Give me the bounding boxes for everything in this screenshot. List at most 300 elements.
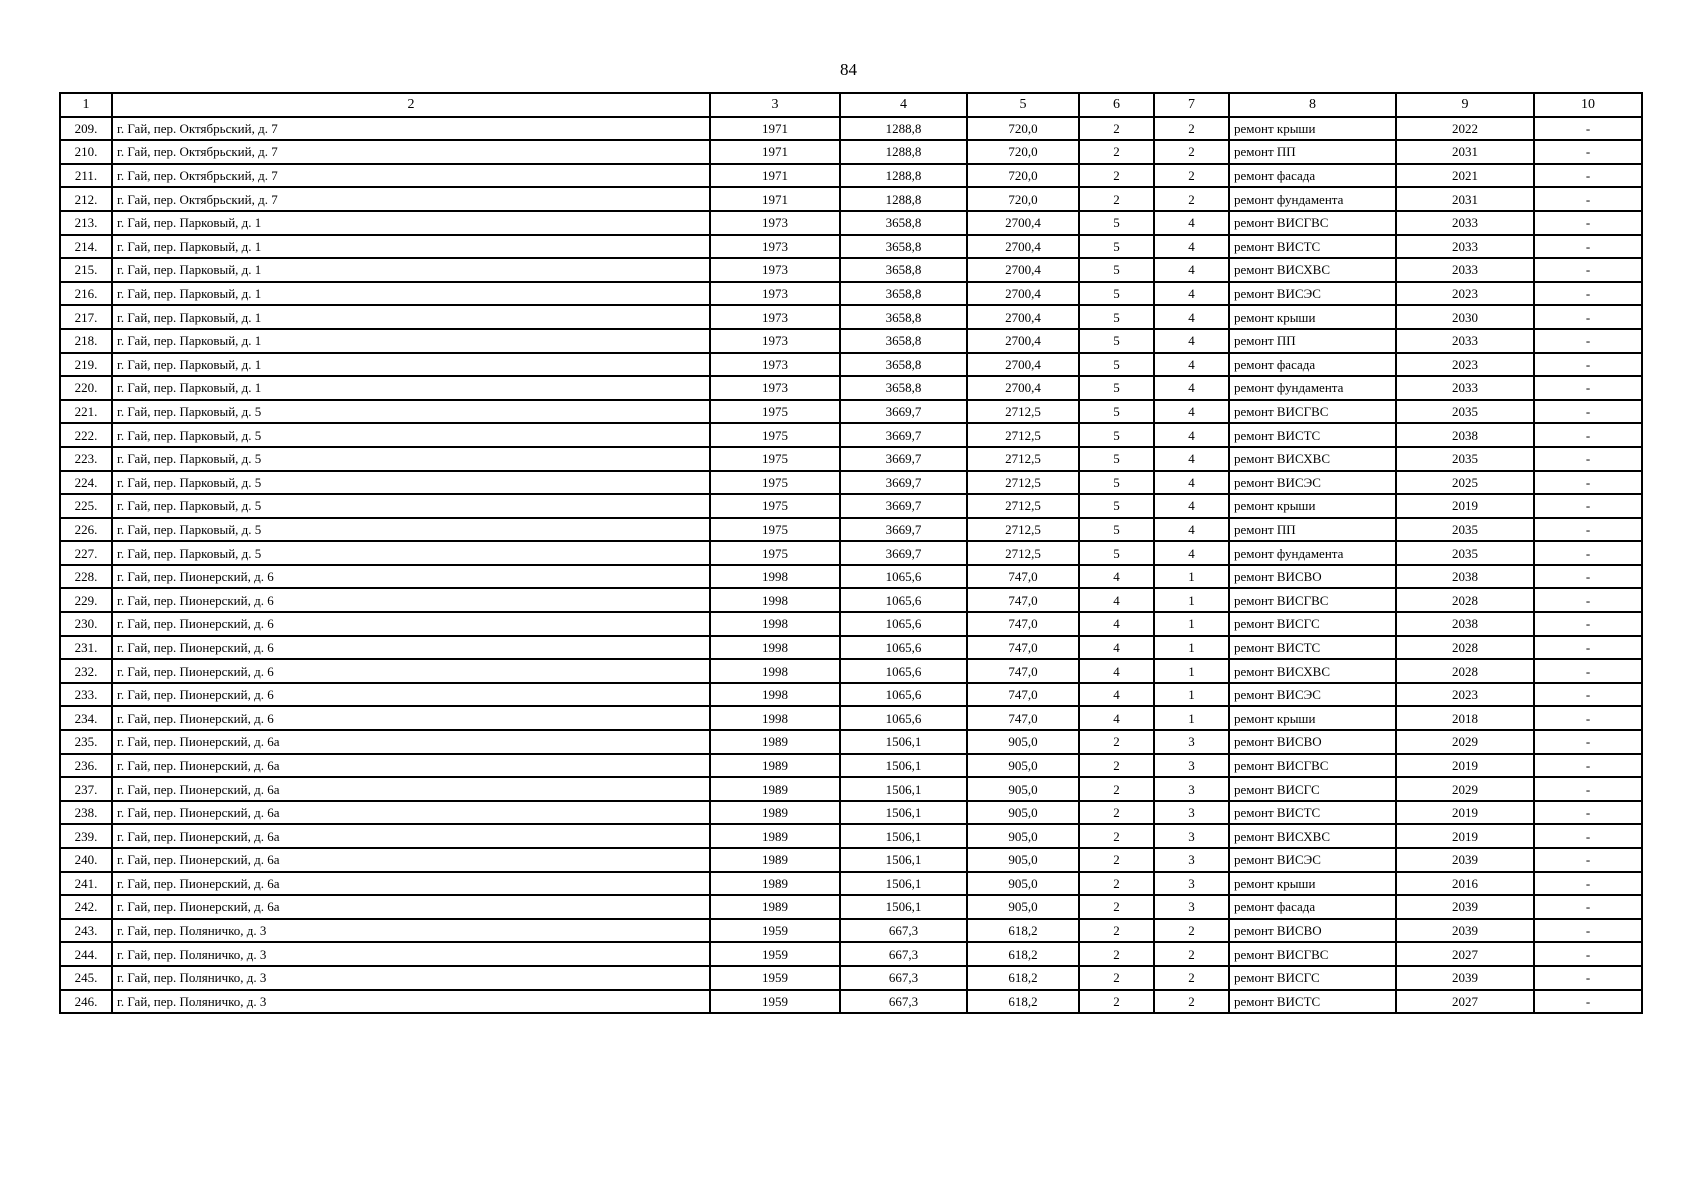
address-cell: г. Гай, пер. Пионерский, д. 6а bbox=[112, 895, 710, 919]
row-number-cell: 214. bbox=[60, 235, 112, 259]
entrances-cell: 4 bbox=[1154, 400, 1229, 424]
entrances-cell: 2 bbox=[1154, 990, 1229, 1014]
living-area-cell: 720,0 bbox=[967, 187, 1079, 211]
work-type-cell: ремонт ВИСГС bbox=[1229, 612, 1396, 636]
table-row bbox=[60, 423, 1642, 447]
table-row bbox=[60, 164, 1642, 188]
table-row bbox=[60, 258, 1642, 282]
work-type-cell: ремонт ВИСГС bbox=[1229, 966, 1396, 990]
year-cell: 1998 bbox=[710, 636, 840, 660]
entrances-cell: 1 bbox=[1154, 636, 1229, 660]
entrances-cell: 4 bbox=[1154, 258, 1229, 282]
year-cell: 1989 bbox=[710, 872, 840, 896]
year-cell: 1975 bbox=[710, 541, 840, 565]
note-cell: - bbox=[1534, 895, 1642, 919]
column-header: 10 bbox=[1534, 93, 1642, 117]
note-cell: - bbox=[1534, 305, 1642, 329]
work-type-cell: ремонт ВИСГС bbox=[1229, 777, 1396, 801]
living-area-cell: 905,0 bbox=[967, 872, 1079, 896]
note-cell: - bbox=[1534, 801, 1642, 825]
living-area-cell: 2700,4 bbox=[967, 258, 1079, 282]
year-cell: 1998 bbox=[710, 683, 840, 707]
table-row bbox=[60, 942, 1642, 966]
work-type-cell: ремонт крыши bbox=[1229, 305, 1396, 329]
table-row bbox=[60, 966, 1642, 990]
work-type-cell: ремонт ВИСТС bbox=[1229, 801, 1396, 825]
floors-cell: 4 bbox=[1079, 588, 1154, 612]
floors-cell: 5 bbox=[1079, 282, 1154, 306]
address-cell: г. Гай, пер. Октябрьский, д. 7 bbox=[112, 164, 710, 188]
work-type-cell: ремонт крыши bbox=[1229, 872, 1396, 896]
table-row bbox=[60, 329, 1642, 353]
address-cell: г. Гай, пер. Октябрьский, д. 7 bbox=[112, 187, 710, 211]
work-type-cell: ремонт ВИСГВС bbox=[1229, 754, 1396, 778]
row-number-cell: 229. bbox=[60, 588, 112, 612]
floors-cell: 5 bbox=[1079, 353, 1154, 377]
address-cell: г. Гай, пер. Пионерский, д. 6 bbox=[112, 659, 710, 683]
floors-cell: 5 bbox=[1079, 471, 1154, 495]
planned-year-cell: 2033 bbox=[1396, 211, 1534, 235]
entrances-cell: 1 bbox=[1154, 706, 1229, 730]
note-cell: - bbox=[1534, 400, 1642, 424]
table-row bbox=[60, 518, 1642, 542]
year-cell: 1998 bbox=[710, 588, 840, 612]
floors-cell: 2 bbox=[1079, 801, 1154, 825]
year-cell: 1971 bbox=[710, 187, 840, 211]
entrances-cell: 4 bbox=[1154, 518, 1229, 542]
living-area-cell: 747,0 bbox=[967, 659, 1079, 683]
entrances-cell: 4 bbox=[1154, 423, 1229, 447]
address-cell: г. Гай, пер. Поляничко, д. 3 bbox=[112, 942, 710, 966]
table-row bbox=[60, 895, 1642, 919]
column-header: 8 bbox=[1229, 93, 1396, 117]
year-cell: 1959 bbox=[710, 990, 840, 1014]
entrances-cell: 3 bbox=[1154, 824, 1229, 848]
total-area-cell: 3658,8 bbox=[840, 305, 967, 329]
total-area-cell: 1065,6 bbox=[840, 612, 967, 636]
address-cell: г. Гай, пер. Поляничко, д. 3 bbox=[112, 990, 710, 1014]
planned-year-cell: 2019 bbox=[1396, 754, 1534, 778]
note-cell: - bbox=[1534, 140, 1642, 164]
total-area-cell: 667,3 bbox=[840, 942, 967, 966]
work-type-cell: ремонт ВИСТС bbox=[1229, 636, 1396, 660]
floors-cell: 2 bbox=[1079, 872, 1154, 896]
floors-cell: 5 bbox=[1079, 235, 1154, 259]
row-number-cell: 223. bbox=[60, 447, 112, 471]
entrances-cell: 3 bbox=[1154, 872, 1229, 896]
total-area-cell: 1506,1 bbox=[840, 872, 967, 896]
address-cell: г. Гай, пер. Пионерский, д. 6 bbox=[112, 683, 710, 707]
living-area-cell: 720,0 bbox=[967, 140, 1079, 164]
register-table bbox=[59, 92, 1643, 1014]
living-area-cell: 2712,5 bbox=[967, 423, 1079, 447]
living-area-cell: 2700,4 bbox=[967, 353, 1079, 377]
row-number-cell: 216. bbox=[60, 282, 112, 306]
column-header: 6 bbox=[1079, 93, 1154, 117]
living-area-cell: 618,2 bbox=[967, 990, 1079, 1014]
planned-year-cell: 2038 bbox=[1396, 423, 1534, 447]
note-cell: - bbox=[1534, 636, 1642, 660]
table-row bbox=[60, 636, 1642, 660]
work-type-cell: ремонт фасада bbox=[1229, 895, 1396, 919]
year-cell: 1989 bbox=[710, 824, 840, 848]
work-type-cell: ремонт фасада bbox=[1229, 164, 1396, 188]
note-cell: - bbox=[1534, 353, 1642, 377]
floors-cell: 5 bbox=[1079, 329, 1154, 353]
planned-year-cell: 2035 bbox=[1396, 447, 1534, 471]
living-area-cell: 905,0 bbox=[967, 754, 1079, 778]
row-number-cell: 211. bbox=[60, 164, 112, 188]
year-cell: 1973 bbox=[710, 235, 840, 259]
entrances-cell: 4 bbox=[1154, 541, 1229, 565]
column-header: 2 bbox=[112, 93, 710, 117]
living-area-cell: 2700,4 bbox=[967, 305, 1079, 329]
year-cell: 1973 bbox=[710, 282, 840, 306]
floors-cell: 2 bbox=[1079, 848, 1154, 872]
planned-year-cell: 2028 bbox=[1396, 588, 1534, 612]
living-area-cell: 618,2 bbox=[967, 942, 1079, 966]
total-area-cell: 3658,8 bbox=[840, 353, 967, 377]
planned-year-cell: 2039 bbox=[1396, 919, 1534, 943]
entrances-cell: 1 bbox=[1154, 659, 1229, 683]
living-area-cell: 905,0 bbox=[967, 824, 1079, 848]
column-header: 4 bbox=[840, 93, 967, 117]
total-area-cell: 3658,8 bbox=[840, 329, 967, 353]
floors-cell: 2 bbox=[1079, 140, 1154, 164]
planned-year-cell: 2033 bbox=[1396, 235, 1534, 259]
floors-cell: 5 bbox=[1079, 305, 1154, 329]
planned-year-cell: 2019 bbox=[1396, 824, 1534, 848]
total-area-cell: 1506,1 bbox=[840, 754, 967, 778]
living-area-cell: 720,0 bbox=[967, 164, 1079, 188]
year-cell: 1975 bbox=[710, 471, 840, 495]
entrances-cell: 1 bbox=[1154, 612, 1229, 636]
row-number-cell: 209. bbox=[60, 117, 112, 141]
table-row bbox=[60, 140, 1642, 164]
work-type-cell: ремонт ВИСЭС bbox=[1229, 683, 1396, 707]
note-cell: - bbox=[1534, 659, 1642, 683]
planned-year-cell: 2023 bbox=[1396, 353, 1534, 377]
address-cell: г. Гай, пер. Поляничко, д. 3 bbox=[112, 966, 710, 990]
table-row bbox=[60, 588, 1642, 612]
entrances-cell: 4 bbox=[1154, 282, 1229, 306]
total-area-cell: 1065,6 bbox=[840, 565, 967, 589]
note-cell: - bbox=[1534, 235, 1642, 259]
total-area-cell: 3658,8 bbox=[840, 211, 967, 235]
address-cell: г. Гай, пер. Парковый, д. 1 bbox=[112, 305, 710, 329]
row-number-cell: 219. bbox=[60, 353, 112, 377]
floors-cell: 2 bbox=[1079, 117, 1154, 141]
floors-cell: 4 bbox=[1079, 612, 1154, 636]
entrances-cell: 4 bbox=[1154, 494, 1229, 518]
floors-cell: 5 bbox=[1079, 211, 1154, 235]
row-number-cell: 238. bbox=[60, 801, 112, 825]
total-area-cell: 3669,7 bbox=[840, 471, 967, 495]
address-cell: г. Гай, пер. Пионерский, д. 6а bbox=[112, 730, 710, 754]
table-row bbox=[60, 730, 1642, 754]
year-cell: 1998 bbox=[710, 612, 840, 636]
total-area-cell: 1506,1 bbox=[840, 848, 967, 872]
table-row bbox=[60, 612, 1642, 636]
row-number-cell: 231. bbox=[60, 636, 112, 660]
year-cell: 1989 bbox=[710, 777, 840, 801]
planned-year-cell: 2035 bbox=[1396, 518, 1534, 542]
work-type-cell: ремонт фундамента bbox=[1229, 541, 1396, 565]
table-row bbox=[60, 235, 1642, 259]
floors-cell: 2 bbox=[1079, 164, 1154, 188]
floors-cell: 2 bbox=[1079, 895, 1154, 919]
work-type-cell: ремонт фундамента bbox=[1229, 187, 1396, 211]
planned-year-cell: 2039 bbox=[1396, 848, 1534, 872]
total-area-cell: 1506,1 bbox=[840, 824, 967, 848]
table-row bbox=[60, 494, 1642, 518]
table-row bbox=[60, 990, 1642, 1014]
living-area-cell: 2712,5 bbox=[967, 447, 1079, 471]
entrances-cell: 2 bbox=[1154, 140, 1229, 164]
planned-year-cell: 2029 bbox=[1396, 730, 1534, 754]
work-type-cell: ремонт ПП bbox=[1229, 518, 1396, 542]
entrances-cell: 1 bbox=[1154, 683, 1229, 707]
address-cell: г. Гай, пер. Парковый, д. 1 bbox=[112, 329, 710, 353]
entrances-cell: 2 bbox=[1154, 117, 1229, 141]
entrances-cell: 3 bbox=[1154, 754, 1229, 778]
floors-cell: 5 bbox=[1079, 541, 1154, 565]
floors-cell: 5 bbox=[1079, 423, 1154, 447]
table-row bbox=[60, 565, 1642, 589]
table-row bbox=[60, 706, 1642, 730]
header-row bbox=[60, 93, 1642, 117]
table-row bbox=[60, 824, 1642, 848]
year-cell: 1959 bbox=[710, 942, 840, 966]
year-cell: 1975 bbox=[710, 447, 840, 471]
total-area-cell: 1288,8 bbox=[840, 140, 967, 164]
note-cell: - bbox=[1534, 117, 1642, 141]
floors-cell: 5 bbox=[1079, 494, 1154, 518]
page-number: 84 bbox=[840, 60, 857, 79]
note-cell: - bbox=[1534, 258, 1642, 282]
total-area-cell: 1506,1 bbox=[840, 730, 967, 754]
row-number-cell: 234. bbox=[60, 706, 112, 730]
planned-year-cell: 2018 bbox=[1396, 706, 1534, 730]
work-type-cell: ремонт ВИСГВС bbox=[1229, 588, 1396, 612]
row-number-cell: 246. bbox=[60, 990, 112, 1014]
table-row bbox=[60, 471, 1642, 495]
year-cell: 1989 bbox=[710, 754, 840, 778]
floors-cell: 5 bbox=[1079, 400, 1154, 424]
entrances-cell: 4 bbox=[1154, 447, 1229, 471]
total-area-cell: 1506,1 bbox=[840, 777, 967, 801]
work-type-cell: ремонт ВИСЭС bbox=[1229, 471, 1396, 495]
planned-year-cell: 2027 bbox=[1396, 990, 1534, 1014]
table-row bbox=[60, 447, 1642, 471]
year-cell: 1973 bbox=[710, 376, 840, 400]
row-number-cell: 221. bbox=[60, 400, 112, 424]
planned-year-cell: 2029 bbox=[1396, 777, 1534, 801]
living-area-cell: 2700,4 bbox=[967, 235, 1079, 259]
work-type-cell: ремонт ВИСГВС bbox=[1229, 400, 1396, 424]
total-area-cell: 1065,6 bbox=[840, 636, 967, 660]
address-cell: г. Гай, пер. Пионерский, д. 6а bbox=[112, 872, 710, 896]
planned-year-cell: 2022 bbox=[1396, 117, 1534, 141]
row-number-cell: 217. bbox=[60, 305, 112, 329]
planned-year-cell: 2028 bbox=[1396, 636, 1534, 660]
living-area-cell: 747,0 bbox=[967, 565, 1079, 589]
total-area-cell: 3658,8 bbox=[840, 282, 967, 306]
work-type-cell: ремонт ВИСВО bbox=[1229, 730, 1396, 754]
address-cell: г. Гай, пер. Парковый, д. 5 bbox=[112, 400, 710, 424]
floors-cell: 4 bbox=[1079, 706, 1154, 730]
note-cell: - bbox=[1534, 211, 1642, 235]
planned-year-cell: 2035 bbox=[1396, 541, 1534, 565]
note-cell: - bbox=[1534, 706, 1642, 730]
address-cell: г. Гай, пер. Пионерский, д. 6 bbox=[112, 706, 710, 730]
living-area-cell: 905,0 bbox=[967, 848, 1079, 872]
total-area-cell: 3669,7 bbox=[840, 423, 967, 447]
work-type-cell: ремонт ВИСВО bbox=[1229, 919, 1396, 943]
planned-year-cell: 2028 bbox=[1396, 659, 1534, 683]
row-number-cell: 232. bbox=[60, 659, 112, 683]
entrances-cell: 2 bbox=[1154, 187, 1229, 211]
address-cell: г. Гай, пер. Парковый, д. 1 bbox=[112, 376, 710, 400]
floors-cell: 5 bbox=[1079, 447, 1154, 471]
column-header: 7 bbox=[1154, 93, 1229, 117]
address-cell: г. Гай, пер. Парковый, д. 1 bbox=[112, 282, 710, 306]
address-cell: г. Гай, пер. Пионерский, д. 6 bbox=[112, 612, 710, 636]
note-cell: - bbox=[1534, 187, 1642, 211]
note-cell: - bbox=[1534, 942, 1642, 966]
entrances-cell: 4 bbox=[1154, 305, 1229, 329]
note-cell: - bbox=[1534, 494, 1642, 518]
note-cell: - bbox=[1534, 754, 1642, 778]
floors-cell: 2 bbox=[1079, 187, 1154, 211]
planned-year-cell: 2035 bbox=[1396, 400, 1534, 424]
column-header: 3 bbox=[710, 93, 840, 117]
floors-cell: 2 bbox=[1079, 990, 1154, 1014]
entrances-cell: 4 bbox=[1154, 353, 1229, 377]
note-cell: - bbox=[1534, 329, 1642, 353]
address-cell: г. Гай, пер. Пионерский, д. 6 bbox=[112, 588, 710, 612]
note-cell: - bbox=[1534, 471, 1642, 495]
total-area-cell: 667,3 bbox=[840, 966, 967, 990]
note-cell: - bbox=[1534, 730, 1642, 754]
work-type-cell: ремонт крыши bbox=[1229, 706, 1396, 730]
work-type-cell: ремонт ВИСГВС bbox=[1229, 942, 1396, 966]
entrances-cell: 1 bbox=[1154, 588, 1229, 612]
work-type-cell: ремонт ВИСХВС bbox=[1229, 824, 1396, 848]
address-cell: г. Гай, пер. Поляничко, д. 3 bbox=[112, 919, 710, 943]
row-number-cell: 237. bbox=[60, 777, 112, 801]
living-area-cell: 747,0 bbox=[967, 636, 1079, 660]
table-row bbox=[60, 353, 1642, 377]
row-number-cell: 240. bbox=[60, 848, 112, 872]
row-number-cell: 218. bbox=[60, 329, 112, 353]
work-type-cell: ремонт ВИСЭС bbox=[1229, 848, 1396, 872]
address-cell: г. Гай, пер. Парковый, д. 1 bbox=[112, 353, 710, 377]
address-cell: г. Гай, пер. Парковый, д. 5 bbox=[112, 518, 710, 542]
note-cell: - bbox=[1534, 872, 1642, 896]
total-area-cell: 1065,6 bbox=[840, 683, 967, 707]
note-cell: - bbox=[1534, 164, 1642, 188]
address-cell: г. Гай, пер. Пионерский, д. 6 bbox=[112, 636, 710, 660]
total-area-cell: 3669,7 bbox=[840, 400, 967, 424]
note-cell: - bbox=[1534, 588, 1642, 612]
work-type-cell: ремонт ВИСТС bbox=[1229, 423, 1396, 447]
living-area-cell: 2712,5 bbox=[967, 541, 1079, 565]
note-cell: - bbox=[1534, 919, 1642, 943]
living-area-cell: 2712,5 bbox=[967, 471, 1079, 495]
living-area-cell: 720,0 bbox=[967, 117, 1079, 141]
work-type-cell: ремонт ВИСЭС bbox=[1229, 282, 1396, 306]
note-cell: - bbox=[1534, 966, 1642, 990]
living-area-cell: 2712,5 bbox=[967, 518, 1079, 542]
table-row bbox=[60, 376, 1642, 400]
address-cell: г. Гай, пер. Парковый, д. 5 bbox=[112, 541, 710, 565]
row-number-cell: 233. bbox=[60, 683, 112, 707]
year-cell: 1989 bbox=[710, 848, 840, 872]
table-row bbox=[60, 117, 1642, 141]
planned-year-cell: 2019 bbox=[1396, 801, 1534, 825]
floors-cell: 5 bbox=[1079, 258, 1154, 282]
floors-cell: 2 bbox=[1079, 966, 1154, 990]
row-number-cell: 227. bbox=[60, 541, 112, 565]
row-number-cell: 236. bbox=[60, 754, 112, 778]
entrances-cell: 3 bbox=[1154, 730, 1229, 754]
address-cell: г. Гай, пер. Пионерский, д. 6а bbox=[112, 848, 710, 872]
year-cell: 1973 bbox=[710, 329, 840, 353]
planned-year-cell: 2023 bbox=[1396, 683, 1534, 707]
planned-year-cell: 2031 bbox=[1396, 140, 1534, 164]
floors-cell: 2 bbox=[1079, 942, 1154, 966]
row-number-cell: 212. bbox=[60, 187, 112, 211]
address-cell: г. Гай, пер. Парковый, д. 5 bbox=[112, 471, 710, 495]
year-cell: 1989 bbox=[710, 730, 840, 754]
year-cell: 1975 bbox=[710, 518, 840, 542]
total-area-cell: 1288,8 bbox=[840, 164, 967, 188]
total-area-cell: 667,3 bbox=[840, 919, 967, 943]
year-cell: 1975 bbox=[710, 494, 840, 518]
floors-cell: 2 bbox=[1079, 777, 1154, 801]
total-area-cell: 3658,8 bbox=[840, 258, 967, 282]
work-type-cell: ремонт ВИСТС bbox=[1229, 235, 1396, 259]
row-number-cell: 215. bbox=[60, 258, 112, 282]
planned-year-cell: 2030 bbox=[1396, 305, 1534, 329]
note-cell: - bbox=[1534, 518, 1642, 542]
year-cell: 1973 bbox=[710, 258, 840, 282]
year-cell: 1998 bbox=[710, 659, 840, 683]
work-type-cell: ремонт ВИСВО bbox=[1229, 565, 1396, 589]
living-area-cell: 905,0 bbox=[967, 895, 1079, 919]
floors-cell: 5 bbox=[1079, 518, 1154, 542]
planned-year-cell: 2016 bbox=[1396, 872, 1534, 896]
living-area-cell: 747,0 bbox=[967, 683, 1079, 707]
entrances-cell: 1 bbox=[1154, 565, 1229, 589]
living-area-cell: 905,0 bbox=[967, 801, 1079, 825]
planned-year-cell: 2038 bbox=[1396, 565, 1534, 589]
table-row bbox=[60, 187, 1642, 211]
living-area-cell: 905,0 bbox=[967, 777, 1079, 801]
note-cell: - bbox=[1534, 376, 1642, 400]
living-area-cell: 747,0 bbox=[967, 612, 1079, 636]
row-number-cell: 230. bbox=[60, 612, 112, 636]
table-row bbox=[60, 872, 1642, 896]
total-area-cell: 1065,6 bbox=[840, 659, 967, 683]
work-type-cell: ремонт ПП bbox=[1229, 140, 1396, 164]
total-area-cell: 3669,7 bbox=[840, 447, 967, 471]
planned-year-cell: 2038 bbox=[1396, 612, 1534, 636]
address-cell: г. Гай, пер. Парковый, д. 1 bbox=[112, 211, 710, 235]
year-cell: 1989 bbox=[710, 801, 840, 825]
entrances-cell: 3 bbox=[1154, 777, 1229, 801]
